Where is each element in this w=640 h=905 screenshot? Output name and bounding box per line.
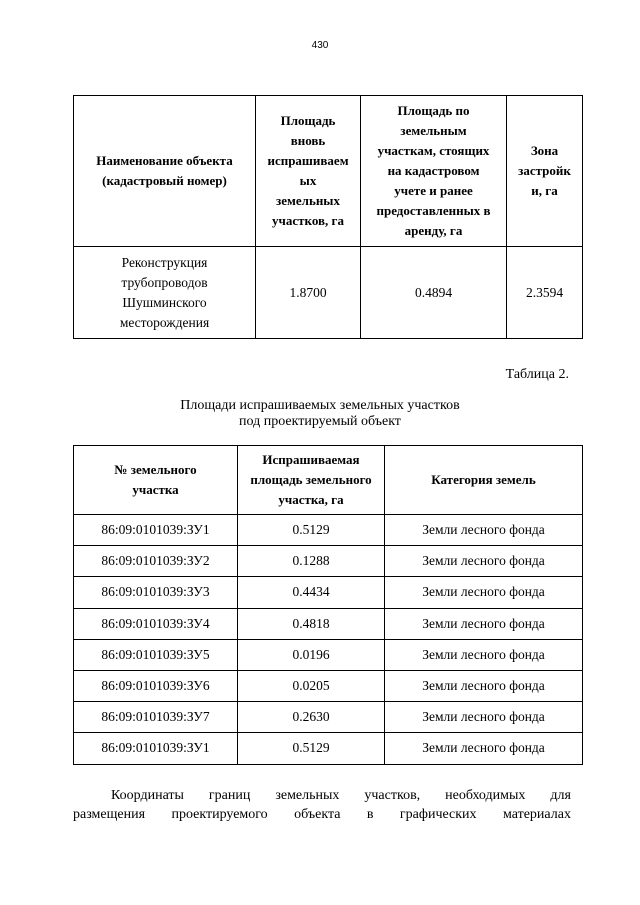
area-summary-table	[73, 95, 583, 339]
new-area-cell: 1.8700	[256, 247, 361, 339]
table-row	[74, 608, 583, 639]
table-row	[74, 515, 583, 546]
table-number-label: Таблица 2.	[505, 367, 569, 382]
plot-category-cell: Земли лесного фонда	[385, 639, 583, 670]
plot-id-cell: 86:09:0101039:ЗУ1	[74, 733, 238, 764]
plot-category-cell: Земли лесного фонда	[385, 733, 583, 764]
table-row	[74, 577, 583, 608]
plot-id-cell: 86:09:0101039:ЗУ5	[74, 639, 238, 670]
plot-area-cell: 0.5129	[238, 515, 385, 546]
header-object-name: Наименование объекта (кадастровый номер)	[74, 96, 256, 247]
header-new-area: Площадь вновь испрашиваем ых земельных участков, га	[256, 96, 361, 247]
plot-area-cell: 0.1288	[238, 546, 385, 577]
header-plot-number: № земельного участка	[74, 446, 238, 515]
plot-category-cell: Земли лесного фонда	[385, 608, 583, 639]
table-caption: Площади испрашиваемых земельных участков под проектируемый объект	[180, 398, 460, 429]
header-requested-area: Испрашиваемая площадь земельного участка, га	[238, 446, 385, 515]
plot-id-cell: 86:09:0101039:ЗУ4	[74, 608, 238, 639]
plot-id-cell: 86:09:0101039:ЗУ3	[74, 577, 238, 608]
plot-area-cell: 0.5129	[238, 733, 385, 764]
registered-area-cell: 0.4894	[361, 247, 507, 339]
page-number: 430	[311, 40, 329, 51]
paragraph-line: Координаты границ земельных участков, необходимых для	[111, 788, 571, 803]
plot-area-cell: 0.2630	[238, 702, 385, 733]
plot-category-cell: Земли лесного фонда	[385, 546, 583, 577]
plot-area-cell: 0.4434	[238, 577, 385, 608]
land-plots-table	[73, 445, 583, 765]
header-registered-area: Площадь по земельным участкам, стоящих на кадастровом учете и ранее предоставленных в аренду, га	[361, 96, 507, 247]
plot-category-cell: Земли лесного фонда	[385, 577, 583, 608]
table-row	[74, 639, 583, 670]
paragraph-line: размещения проектируемого объекта в графических материалах	[73, 807, 571, 822]
table-row	[74, 546, 583, 577]
plot-category-cell: Земли лесного фонда	[385, 670, 583, 701]
plot-area-cell: 0.4818	[238, 608, 385, 639]
header-build-zone: Зона застройк и, га	[507, 96, 583, 247]
build-zone-cell: 2.3594	[507, 247, 583, 339]
plot-area-cell: 0.0205	[238, 670, 385, 701]
plot-category-cell: Земли лесного фонда	[385, 702, 583, 733]
table-header-row	[74, 96, 583, 247]
table-row	[74, 702, 583, 733]
table-row	[74, 733, 583, 764]
plot-area-cell: 0.0196	[238, 639, 385, 670]
plot-category-cell: Земли лесного фонда	[385, 515, 583, 546]
table-header-row	[74, 446, 583, 515]
plot-id-cell: 86:09:0101039:ЗУ6	[74, 670, 238, 701]
plot-id-cell: 86:09:0101039:ЗУ2	[74, 546, 238, 577]
table-row	[74, 247, 583, 339]
header-land-category: Категория земель	[385, 446, 583, 515]
plot-id-cell: 86:09:0101039:ЗУ7	[74, 702, 238, 733]
table-row	[74, 670, 583, 701]
plot-id-cell: 86:09:0101039:ЗУ1	[74, 515, 238, 546]
coordinates-paragraph	[73, 786, 571, 824]
object-name-cell: Реконструкция трубопроводов Шушминского месторождения	[74, 247, 256, 339]
